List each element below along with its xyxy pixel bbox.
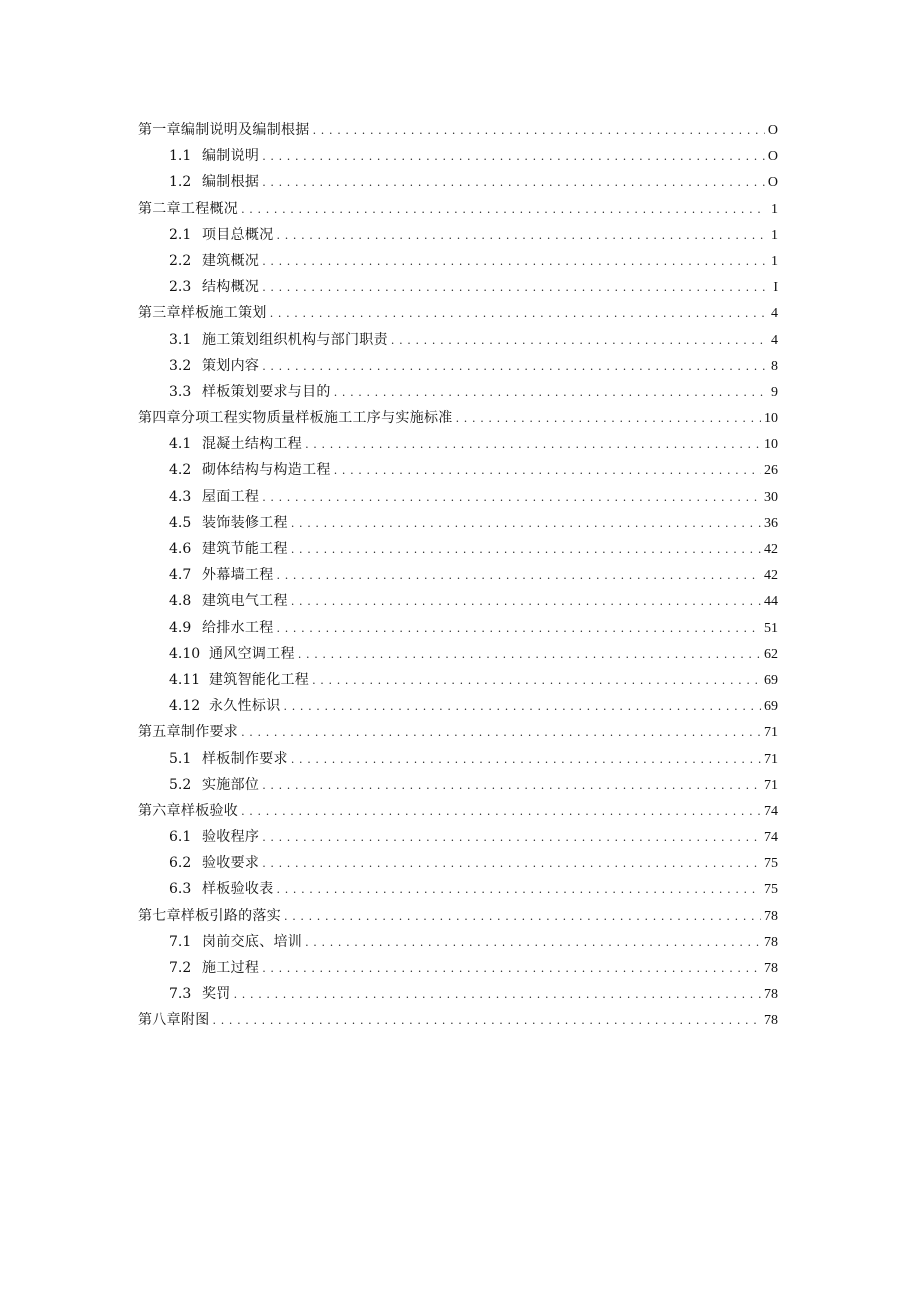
toc-page-number: 74 [764,803,778,819]
toc-page-number: 71 [764,751,778,767]
toc-page-number: 75 [764,882,778,898]
dot-leader [262,485,761,511]
toc-section-entry[interactable] [138,772,778,798]
toc-entry-title: 建筑节能工程 [202,541,288,557]
dot-leader [270,301,765,327]
toc-page-number: 4 [771,306,778,322]
toc-entry-title: 屋面工程 [202,488,260,505]
toc-section-number: 5.1 [169,750,192,767]
toc-section-entry[interactable] [138,457,778,483]
table-of-contents [138,117,778,1034]
toc-section-number: 2.2 [169,252,192,269]
toc-section-entry[interactable] [138,143,778,169]
toc-chapter-entry[interactable] [138,798,778,824]
toc-page-number: 42 [764,568,778,584]
toc-section-number: 4.3 [169,488,192,505]
toc-entry-title: 实施部位 [202,776,260,793]
dot-leader [262,170,765,196]
toc-page-number: 78 [764,908,778,924]
toc-section-entry[interactable] [138,850,778,876]
toc-section-entry[interactable] [138,876,778,902]
toc-page-number: 44 [764,594,778,610]
toc-entry-title: 样板策划要求与目的 [202,383,331,400]
toc-section-number: 5.2 [169,776,192,793]
toc-page-number: 62 [764,646,778,662]
dot-leader [305,432,761,458]
toc-page-number: O [767,175,778,191]
dot-leader [334,458,761,484]
toc-entry-title: 第二章工程概况 [138,200,239,217]
toc-section-number: 4.12 [169,698,201,715]
dot-leader [291,511,761,537]
dot-leader [334,380,765,406]
toc-entry-title: 验收程序 [202,829,260,846]
toc-entry-title: 编制说明 [202,148,260,165]
toc-page-number: O [767,149,778,165]
toc-section-number: 2.3 [169,279,192,296]
toc-section-number: 4.2 [169,462,192,479]
dot-leader [284,904,761,930]
toc-page-number: 78 [764,1013,778,1029]
dot-leader [262,956,761,982]
dot-leader [241,799,761,825]
toc-entry-title: 装饰装修工程 [202,514,288,531]
toc-entry-title: 第三章样板施工策划 [138,305,267,322]
toc-section-number: 6.2 [169,855,192,872]
toc-entry-title: 建筑电气工程 [202,593,288,610]
toc-section-entry[interactable] [138,169,778,195]
toc-entry-title: 项目总概况 [202,226,274,243]
toc-section-number: 7.1 [169,933,192,950]
toc-section-entry[interactable] [138,641,778,667]
dot-leader [262,773,761,799]
toc-page-number: 30 [764,489,778,505]
toc-section-entry[interactable] [138,379,778,405]
toc-section-entry[interactable] [138,746,778,772]
toc-section-entry[interactable] [138,615,778,641]
toc-entry-title: 混凝土结构工程 [202,436,303,453]
toc-section-number: 4.8 [169,593,192,610]
toc-entry-title: 第八章附图 [138,1012,210,1029]
toc-section-number: 4.1 [169,436,192,453]
toc-section-entry[interactable] [138,327,778,353]
toc-chapter-entry[interactable] [138,117,778,143]
toc-entry-title: 施工过程 [202,960,260,976]
toc-section-number: 4.7 [169,567,192,584]
toc-entry-title: 建筑概况 [202,252,260,269]
toc-section-number: 4.9 [169,619,192,636]
toc-page-number: 4 [771,332,778,348]
toc-section-number: 4.6 [169,541,192,557]
dot-leader [262,249,765,275]
toc-section-entry[interactable] [138,510,778,536]
dot-leader [262,275,765,301]
dot-leader [277,563,762,589]
dot-leader [284,694,762,720]
toc-entry-title: 施工策划组织机构与部门职责 [202,331,388,348]
toc-section-entry[interactable] [138,484,778,510]
toc-section-entry[interactable] [138,222,778,248]
toc-entry-title: 第七章样板引路的落实 [138,907,281,924]
toc-section-number: 6.1 [169,829,192,846]
toc-section-number: 4.5 [169,514,192,531]
dot-leader [291,589,761,615]
toc-page-number: 36 [764,515,778,531]
toc-entry-title: 第四章分项工程实物质量样板施工工序与实施标准 [138,410,453,427]
toc-page-number: 1 [771,227,778,243]
toc-section-entry[interactable] [138,929,778,955]
dot-leader [456,406,761,432]
toc-page-number: 26 [764,463,778,479]
toc-chapter-entry[interactable] [138,719,778,745]
toc-section-number: 4.10 [169,645,201,662]
toc-section-number: 7.3 [169,986,192,1003]
toc-entry-title: 编制根据 [202,174,260,191]
toc-page-number: 69 [764,672,778,688]
toc-entry-title: 第一章编制说明及编制根据 [138,122,310,138]
toc-entry-title: 第六章样板验收 [138,802,239,819]
toc-page-number: 10 [764,411,778,427]
dot-leader [262,144,765,170]
toc-section-entry[interactable] [138,248,778,274]
toc-chapter-entry[interactable] [138,196,778,222]
dot-leader [262,354,765,380]
toc-page-number: 42 [764,542,778,557]
dot-leader [262,825,761,851]
toc-entry-title: 岗前交底、培训 [202,933,303,950]
dot-leader [277,877,762,903]
toc-page-number: I [773,280,778,296]
toc-section-entry[interactable] [138,431,778,457]
toc-page-number: 78 [764,987,778,1003]
toc-page-number: 1 [771,253,778,269]
toc-page-number: 69 [764,699,778,715]
dot-leader [291,537,761,563]
toc-page-number: 74 [764,830,778,846]
toc-chapter-entry[interactable] [138,1007,778,1033]
toc-section-entry[interactable] [138,824,778,850]
toc-entry-title: 通风空调工程 [209,645,295,662]
toc-entry-title: 样板制作要求 [202,750,288,767]
dot-leader [313,118,765,144]
toc-section-entry[interactable] [138,353,778,379]
toc-chapter-entry[interactable] [138,405,778,431]
toc-page-number: 71 [764,777,778,793]
toc-section-number: 4.11 [169,671,201,688]
toc-page-number: 9 [771,384,778,400]
toc-entry-title: 样板验收表 [202,881,274,898]
toc-section-number: 1.2 [169,174,192,191]
toc-chapter-entry[interactable] [138,300,778,326]
toc-section-number: 6.3 [169,881,192,898]
dot-leader [277,223,766,249]
dot-leader [241,197,765,223]
toc-entry-title: 给排水工程 [202,619,274,636]
toc-page-number: 10 [764,437,778,453]
toc-entry-title: 结构概况 [202,279,260,296]
toc-entry-title: 外幕墙工程 [202,567,274,584]
toc-page-number: 1 [771,201,778,217]
dot-leader [298,642,761,668]
toc-section-number: 7.2 [169,960,192,976]
dot-leader [213,1008,762,1034]
toc-section-entry[interactable] [138,588,778,614]
dot-leader [312,668,761,694]
toc-entry-title: 奖罚 [202,986,231,1003]
toc-section-number: 3.1 [169,331,192,348]
toc-section-entry[interactable] [138,562,778,588]
toc-page-number: O [767,123,778,138]
toc-section-entry[interactable] [138,274,778,300]
toc-page-number: 71 [764,725,778,741]
toc-entry-title: 永久性标识 [209,698,281,715]
toc-entry-title: 第五章制作要求 [138,724,239,741]
dot-leader [305,930,761,956]
toc-page-number: 75 [764,856,778,872]
dot-leader [277,616,762,642]
toc-section-entry[interactable] [138,667,778,693]
toc-section-number: 3.3 [169,383,192,400]
toc-section-number: 2.1 [169,226,192,243]
toc-section-entry[interactable] [138,955,778,981]
dot-leader [234,982,761,1008]
toc-page-number: 78 [764,934,778,950]
toc-chapter-entry[interactable] [138,903,778,929]
toc-entry-title: 建筑智能化工程 [209,671,310,688]
toc-entry-title: 验收要求 [202,855,260,872]
dot-leader [391,328,765,354]
toc-page-number: 51 [764,620,778,636]
toc-entry-title: 策划内容 [202,357,260,374]
toc-section-entry[interactable] [138,536,778,562]
dot-leader [241,720,761,746]
dot-leader [291,747,761,773]
toc-page-number: 78 [764,961,778,976]
toc-section-number: 1.1 [169,148,192,165]
dot-leader [262,851,761,877]
toc-section-number: 3.2 [169,357,192,374]
toc-section-entry[interactable] [138,693,778,719]
toc-section-entry[interactable] [138,981,778,1007]
toc-page-number: 8 [771,358,778,374]
toc-entry-title: 砌体结构与构造工程 [202,462,331,479]
